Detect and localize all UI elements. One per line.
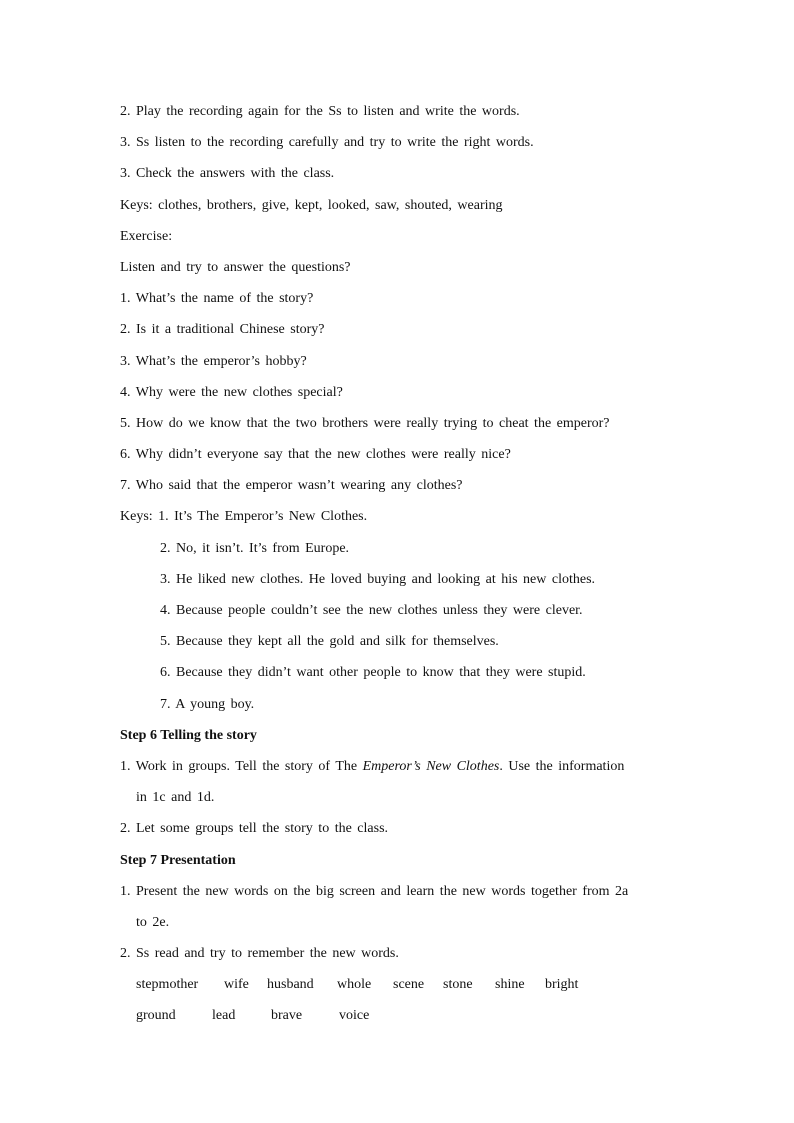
text-line: 2. Play the recording again for the Ss to listen and write the words. [120,104,520,119]
question-item: 1. What’s the name of the story? [120,291,314,307]
step6-item-1 [120,757,680,788]
answer-key-first: Keys: 1. It’s The Emperor’s New Clothes. [120,509,368,525]
step6-item-1-text-a: 1. Work in groups. Tell the story of The [120,758,363,774]
new-words-row-2 [120,1006,680,1037]
step7-item-1: 1. Present the new words on the big screen and learn the new words together from 2a [120,883,629,899]
exercise-label: Exercise: [120,228,173,244]
vocab-word: voice [339,1008,370,1024]
vocab-word: husband [267,977,314,993]
vocab-word: stone [443,977,473,993]
step6-heading: Step 6 Telling the story [120,727,257,743]
vocab-word: ground [136,1008,176,1024]
exercise-instruction: Listen and try to answer the questions? [120,259,351,275]
question-item: 7. Who said that the emperor wasn’t wearing any clothes? [120,478,463,494]
question-item: 2. Is it a traditional Chinese story? [120,322,325,338]
step6-item-1-continued: in 1c and 1d. [136,790,215,806]
vocab-word: wife [224,977,249,993]
story-title: Emperor’s New Clothes [362,758,500,774]
question-item: 4. Why were the new clothes special? [120,384,343,400]
answer-key: 5. Because they kept all the gold and silk for themselves. [160,634,499,650]
answer-key: 2. No, it isn’t. It’s from Europe. [160,540,350,556]
step6-item-2: 2. Let some groups tell the story to the class. [120,821,389,837]
step6-item-1-text-b: . Use the information [499,758,625,774]
lesson-content [120,102,680,1038]
text-line: 3. Ss listen to the recording carefully and try to write the right words. [120,135,534,151]
question-item: 5. How do we know that the two brothers were really trying to cheat the emperor? [120,415,610,431]
vocab-word: brave [271,1008,303,1024]
question-item: 6. Why didn’t everyone say that the new clothes were really nice? [120,447,511,463]
answer-key: 3. He liked new clothes. He loved buying and looking at his new clothes. [160,571,596,587]
step7-heading: Step 7 Presentation [120,852,236,868]
vocab-word: lead [212,1008,236,1024]
vocab-word: whole [337,977,372,993]
text-line: 3. Check the answers with the class. [120,166,335,182]
vocab-word: stepmother [136,977,199,993]
new-words-row-1 [120,975,680,1006]
keys-line: Keys: clothes, brothers, give, kept, looked, saw, shouted, wearing [120,197,503,213]
answer-key: 4. Because people couldn’t see the new clothes unless they were clever. [160,603,583,618]
step7-item-2: 2. Ss read and try to remember the new words. [120,946,399,962]
step7-item-1-continued: to 2e. [136,914,170,930]
vocab-word: bright [545,977,579,993]
vocab-word: scene [393,977,425,993]
answer-key: 6. Because they didn’t want other people to know that they were stupid. [160,665,586,681]
vocab-word: shine [495,977,525,993]
answer-key: 7. A young boy. [160,696,255,712]
question-item: 3. What’s the emperor’s hobby? [120,353,307,369]
